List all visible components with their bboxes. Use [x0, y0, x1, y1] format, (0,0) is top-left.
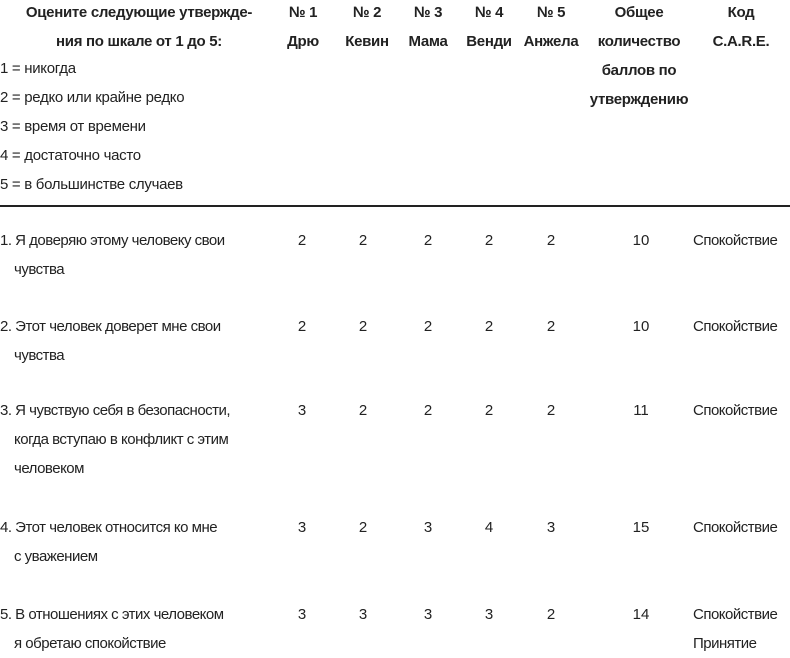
scale-item-2: 2 = редко или крайне редко — [0, 89, 185, 106]
scale-item-4: 4 = достаточно часто — [0, 147, 141, 164]
score-person-2: 2 — [358, 402, 368, 419]
statement — [0, 396, 275, 483]
score-person-1: 3 — [297, 402, 307, 419]
care-code-value: Спокойствие — [693, 318, 778, 335]
score-person-4: 3 — [484, 606, 494, 623]
statement-line: когда вступаю в конфликт с этим — [14, 431, 229, 448]
score-person-4: 4 — [484, 519, 494, 536]
score-person-4: 2 — [484, 232, 494, 249]
column-name: Мама — [408, 33, 448, 50]
scale-item-1: 1 = никогда — [0, 60, 76, 77]
statement — [0, 513, 275, 571]
statement-line: я обретаю спокойствие — [14, 635, 166, 652]
column-name: Кевин — [345, 33, 389, 50]
scale-item-3: 3 = время от времени — [0, 118, 146, 135]
care-code-value: Спокойствие — [693, 402, 778, 419]
score-person-1: 2 — [297, 318, 307, 335]
score-person-2: 2 — [358, 519, 368, 536]
statement — [0, 312, 275, 370]
score-total: 14 — [632, 606, 650, 623]
column-header-person-3 — [397, 0, 459, 56]
score-person-1: 3 — [297, 606, 307, 623]
instruction-line-1: Оцените следующие утвержде- — [25, 4, 253, 21]
score-total: 11 — [633, 402, 649, 419]
score-person-3: 3 — [423, 606, 433, 623]
score-total: 10 — [632, 232, 650, 249]
column-header-person-4 — [457, 0, 521, 56]
instruction-line-2: ния по шкале от 1 до 5: — [56, 33, 222, 50]
statement-line: 3. Я чувствую себя в безопасности, — [0, 402, 231, 419]
score-person-4: 2 — [484, 318, 494, 335]
care-code-value: Спокойствие — [693, 519, 778, 536]
column-number: № 4 — [474, 4, 504, 21]
column-name: Анжела — [523, 33, 579, 50]
column-header-code — [700, 0, 782, 56]
total-header-line: Общее — [614, 4, 664, 21]
score-person-1: 2 — [297, 232, 307, 249]
header-divider — [0, 205, 790, 207]
code-header-line: Код — [727, 4, 755, 21]
score-person-5: 2 — [546, 232, 556, 249]
statement — [0, 226, 275, 284]
statement — [0, 600, 275, 658]
statement-line: с уважением — [14, 548, 98, 565]
score-person-2: 2 — [358, 232, 368, 249]
care-code — [693, 312, 777, 341]
care-code — [693, 226, 777, 255]
statement-line: 2. Этот человек доверет мне свои — [0, 318, 221, 335]
score-person-5: 2 — [546, 402, 556, 419]
column-header-person-5 — [518, 0, 584, 56]
score-person-3: 2 — [423, 402, 433, 419]
care-code-value: Спокойствие — [693, 606, 778, 623]
statement-line: 4. Этот человек относится ко мне — [0, 519, 218, 536]
instruction-heading — [8, 0, 270, 56]
column-number: № 1 — [288, 4, 318, 21]
column-number: № 2 — [352, 4, 382, 21]
scale-item-5: 5 = в большинстве случаев — [0, 176, 183, 193]
total-header-line: баллов по — [601, 62, 677, 79]
score-person-1: 3 — [297, 519, 307, 536]
care-code — [693, 513, 777, 542]
score-person-3: 2 — [423, 318, 433, 335]
total-header-line: количество — [597, 33, 681, 50]
care-code-value: Принятие — [693, 635, 757, 652]
code-header-line: C.A.R.E. — [712, 33, 770, 50]
score-person-3: 2 — [423, 232, 433, 249]
statement-line: чувства — [14, 347, 65, 364]
statement-line: 5. В отношениях с этих человеком — [0, 606, 224, 623]
column-name: Дрю — [287, 33, 319, 50]
score-person-5: 3 — [546, 519, 556, 536]
care-code-value: Спокойствие — [693, 232, 778, 249]
statement-line: 1. Я доверяю этому человеку свои — [0, 232, 225, 249]
score-person-2: 2 — [358, 318, 368, 335]
score-total: 15 — [632, 519, 650, 536]
total-header-line: утверждению — [589, 91, 689, 108]
score-person-5: 2 — [546, 318, 556, 335]
score-person-5: 2 — [546, 606, 556, 623]
score-person-2: 3 — [358, 606, 368, 623]
column-number: № 5 — [536, 4, 566, 21]
score-person-4: 2 — [484, 402, 494, 419]
column-header-total — [580, 0, 698, 114]
care-code — [693, 600, 777, 658]
statement-line: человеком — [14, 460, 84, 477]
score-total: 10 — [632, 318, 650, 335]
care-code — [693, 396, 777, 425]
column-header-person-2 — [334, 0, 400, 56]
column-name: Венди — [466, 33, 512, 50]
score-person-3: 3 — [423, 519, 433, 536]
column-header-person-1 — [275, 0, 331, 56]
column-number: № 3 — [413, 4, 443, 21]
statement-line: чувства — [14, 261, 65, 278]
